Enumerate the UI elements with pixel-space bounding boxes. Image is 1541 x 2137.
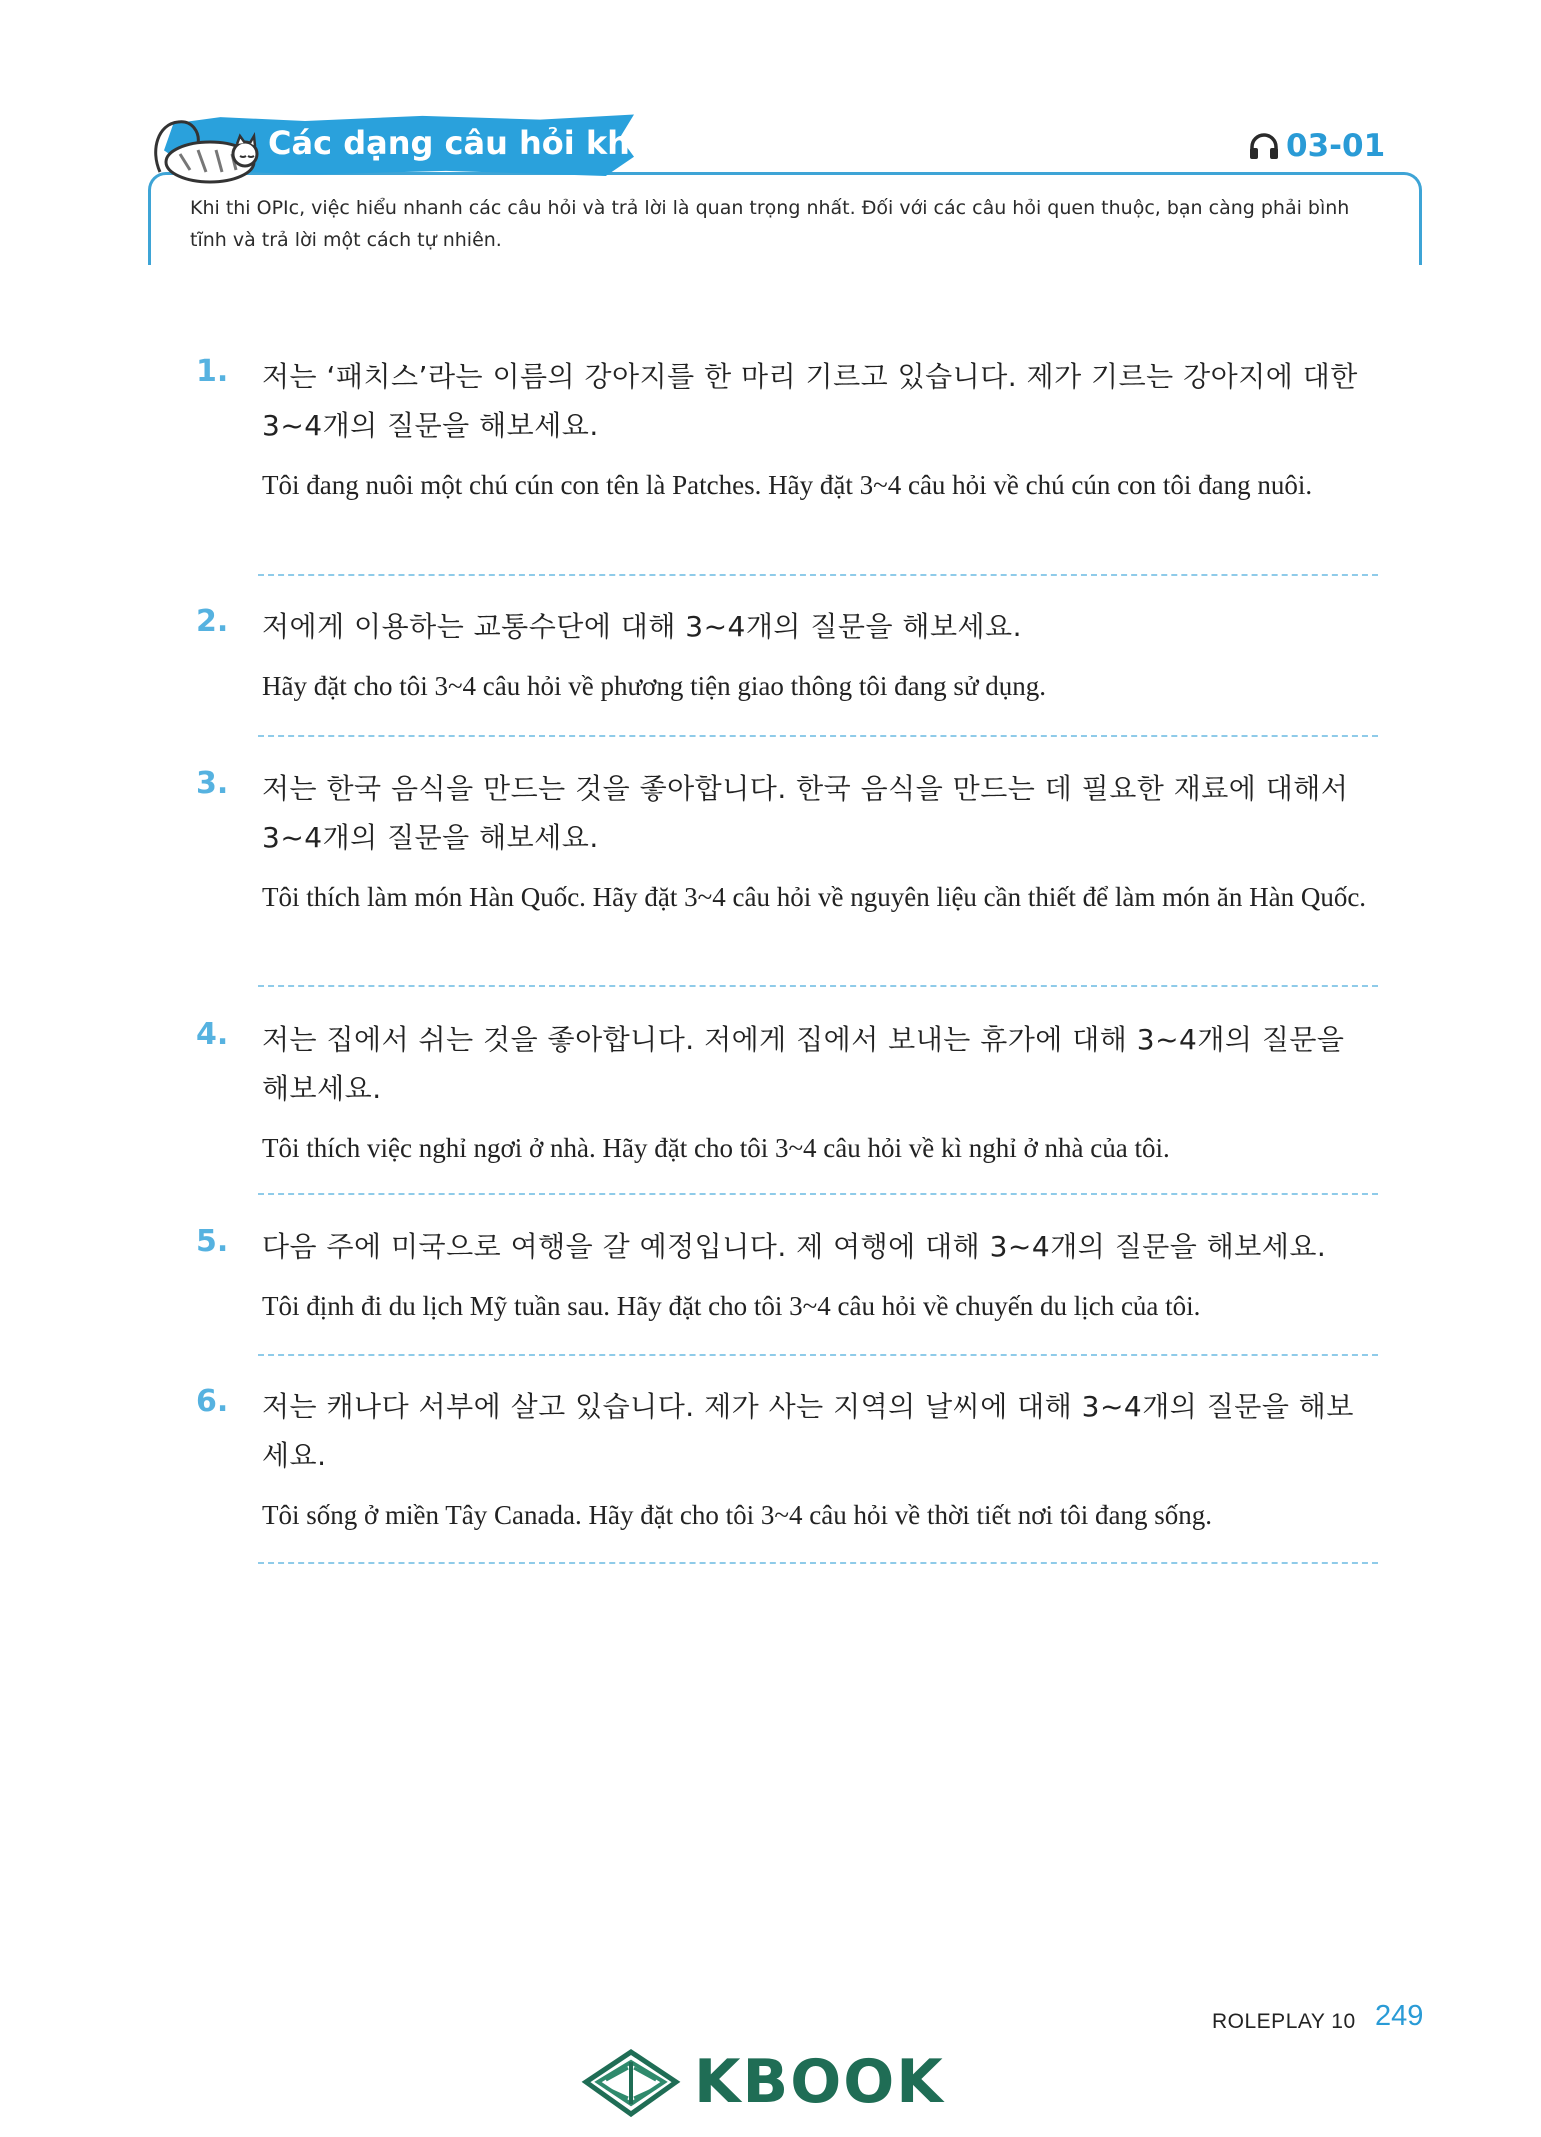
vietnamese-translation: Hãy đặt cho tôi 3~4 câu hỏi về phương tiện giao thông tôi đang sử dụng.: [262, 671, 1047, 701]
item-number: 3.: [196, 766, 229, 801]
divider: [258, 985, 1378, 987]
item-number: 2.: [196, 604, 229, 639]
track-code: 03-01: [1286, 128, 1386, 164]
divider: [258, 574, 1378, 576]
korean-prompt: 저는 한국 음식을 만드는 것을 좋아합니다. 한국 음식을 만드는 데 필요한 재료에 대해서 3~4개의 질문을 해보세요.: [262, 772, 1349, 854]
divider: [258, 1354, 1378, 1356]
korean-prompt: 저는 집에서 쉬는 것을 좋아합니다. 저에게 집에서 보내는 휴가에 대해 3~4개의 질문을 해보세요.: [262, 1023, 1345, 1105]
vietnamese-translation: Tôi định đi du lịch Mỹ tuần sau. Hãy đặt cho tôi 3~4 câu hỏi về chuyến du lịch của tôi.: [262, 1291, 1201, 1321]
section-label: ROLEPLAY 10: [1212, 2010, 1356, 2033]
korean-prompt: 저는 ‘패치스’라는 이름의 강아지를 한 마리 기르고 있습니다. 제가 기르는 강아지에 대한 3~4개의 질문을 해보세요.: [262, 360, 1358, 442]
item-number: 5.: [196, 1224, 229, 1259]
section-title: Các dạng câu hỏi khác: [268, 124, 671, 162]
page-number: 249: [1375, 2000, 1424, 2032]
item-number: 6.: [196, 1384, 229, 1419]
cat-icon: [140, 110, 270, 190]
item-number: 4.: [196, 1017, 229, 1052]
divider: [258, 1193, 1378, 1195]
korean-prompt: 다음 주에 미국으로 여행을 갈 예정입니다. 제 여행에 대해 3~4개의 질문을 해보세요.: [262, 1230, 1327, 1263]
publisher-logo: [576, 2042, 945, 2122]
book-leaf-logo-icon: [576, 2042, 686, 2122]
vietnamese-translation: Tôi thích làm món Hàn Quốc. Hãy đặt 3~4 câu hỏi về nguyên liệu cần thiết để làm món ăn Hàn Quốc.: [262, 882, 1367, 912]
divider: [258, 1562, 1378, 1564]
list-item: [196, 352, 1378, 508]
audio-track[interactable]: [1248, 128, 1385, 164]
intro-text: Khi thi OPIc, việc hiểu nhanh các câu hỏi và trả lời là quan trọng nhất. Đối với các câu hỏi quen thuộc, bạn càng phải bình tĩnh và trả lời một cách tự nhiên.: [190, 197, 1350, 251]
logo-text: KBOOK: [694, 2047, 945, 2117]
vietnamese-translation: Tôi thích việc nghỉ ngơi ở nhà. Hãy đặt cho tôi 3~4 câu hỏi về kì nghỉ ở nhà của tôi.: [262, 1133, 1170, 1163]
vietnamese-translation: Tôi đang nuôi một chú cún con tên là Patches. Hãy đặt 3~4 câu hỏi về chú cún con tôi đang nuôi.: [262, 470, 1313, 500]
korean-prompt: 저에게 이용하는 교통수단에 대해 3~4개의 질문을 해보세요.: [262, 610, 1022, 643]
divider: [258, 735, 1378, 737]
item-number: 1.: [196, 354, 229, 389]
list-item: [196, 1382, 1378, 1538]
list-item: [196, 1222, 1378, 1329]
list-item: [196, 764, 1378, 920]
vietnamese-translation: Tôi sống ở miền Tây Canada. Hãy đặt cho tôi 3~4 câu hỏi về thời tiết nơi tôi đang sống.: [262, 1500, 1213, 1530]
korean-prompt: 저는 캐나다 서부에 살고 있습니다. 제가 사는 지역의 날씨에 대해 3~4개의 질문을 해보세요.: [262, 1390, 1354, 1472]
headphones-icon: [1248, 131, 1280, 161]
list-item: [196, 602, 1378, 709]
list-item: [196, 1015, 1378, 1171]
